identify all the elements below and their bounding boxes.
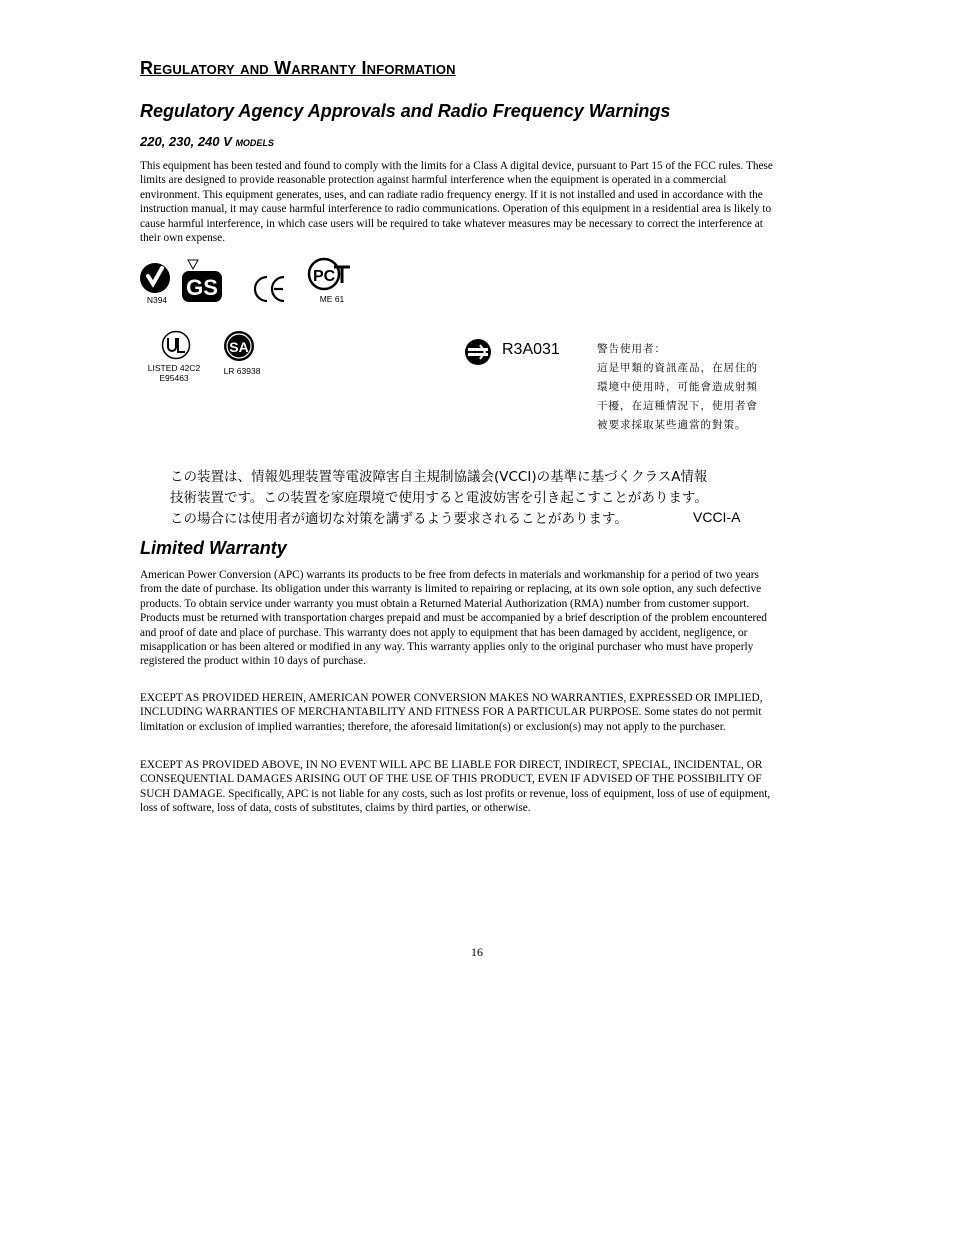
- bsmi-warning-line2: 這是甲類的資訊產品，在居住的: [597, 362, 758, 374]
- fcc-statement: This equipment has been tested and found to comply with the limits for a Class A digital device, pursuant to Part 15 of the FCC rules. These limits are designed to provide reasonable protection against harmful interference when the equipment is operated in a commercial environment. This equipment generates, uses, and can radiate radio frequency energy. If it is not installed and used in accordance with the instruction manual, it may cause harmful interference to radio communications. Operation of this equipment in a residential area is likely to cause harmful interference, in which case users will be required to take whatever measures may be necessary to correct the interference at their own expense.: [140, 160, 773, 245]
- warranty-paragraph-1: American Power Conversion (APC) warrants its products to be free from defects in materials and workmanship for a period of two years from the date of purchase. Its obligation under this warranty is limited to repairing or replacing, at its own sole option, any such defective products. To obtain service under warranty you must obtain a Returned Material Authorization (RMA) number from customer support. Products must be returned with transportation charges prepaid and must be accompanied by a brief description of the problem encountered and proof of date and place of purchase. This warranty does not apply to equipment that has been damaged by accident, negligence, or misapplication or has been altered or modified in any way. This warranty applies only to the original purchaser who must have properly registered the product within 10 days of purchase.: [140, 569, 767, 668]
- bsmi-mark-icon: [463, 338, 493, 366]
- bsmi-warning-line5: 被要求採取某些適當的對策。: [597, 419, 747, 431]
- models-label: models: [235, 134, 274, 149]
- vcci-class-mark: VCCI-A: [693, 509, 741, 525]
- bsmi-warning-line4: 干擾，在這種情況下，使用者會: [597, 400, 758, 412]
- gs-mark-icon: [179, 258, 225, 304]
- svg-text:GS: GS: [186, 275, 218, 300]
- vcci-statement-line2: 技術装置です。この装置を家庭環境で使用すると電波妨害を引き起こすことがあります。: [170, 490, 708, 506]
- vcci-statement-line3: この場合には使用者が適切な対策を講ずるよう要求されることがあります。: [170, 511, 628, 527]
- svg-text:PC: PC: [313, 268, 336, 285]
- models-subheading: [140, 134, 274, 149]
- ce-mark-icon: [253, 274, 287, 304]
- ul-caption-line1: LISTED 42C2: [147, 363, 201, 373]
- warranty-paragraph-2: EXCEPT AS PROVIDED HEREIN, AMERICAN POWER CONVERSION MAKES NO WARRANTIES, EXPRESSED OR IMPLIED, INCLUDING WARRANTIES OF MERCHANTABILITY AND FITNESS FOR A PARTICULAR PURPOSE. Some states do not permit limitation or exclusion of implied warranties; therefore, the aforesaid limitation(s) or exclusion(s) may not apply to the purchaser.: [140, 692, 763, 733]
- csa-mark-icon: [223, 330, 255, 362]
- csa-caption: LR 63938: [223, 366, 261, 376]
- warranty-paragraph-3: EXCEPT AS PROVIDED ABOVE, IN NO EVENT WILL APC BE LIABLE FOR DIRECT, INDIRECT, SPECIAL, INCIDENTAL, OR CONSEQUENTIAL DAMAGES ARISING OUT OF THE USE OF THIS PRODUCT, EVEN IF ADVISED OF THE POSSIBILITY OF SUCH DAMAGE. Specifically, APC is not liable for any costs, such as lost profits or revenue, loss of equipment, loss of use of equipment, loss of software, loss of data, costs of substitutes, claims by third parties, or otherwise.: [140, 759, 771, 815]
- c-tick-icon: [139, 262, 171, 294]
- vcci-statement-line1: この装置は、情報処理装置等電波障害自主規制協議会(VCCI)の基準に基づくクラスA情報: [170, 469, 708, 485]
- pct-mark-icon: [304, 257, 352, 291]
- bsmi-code: R3A031: [502, 341, 560, 358]
- ul-listed-icon: [161, 330, 191, 360]
- models-voltages: 220, 230, 240 V: [140, 134, 232, 149]
- page-number: 16: [471, 945, 483, 959]
- c-tick-caption: N394: [146, 295, 168, 305]
- svg-text:SA: SA: [229, 339, 249, 355]
- ul-caption-line2: E95463: [159, 373, 189, 383]
- bsmi-warning-line1: 警告使用者：: [597, 343, 666, 355]
- pct-caption: ME 61: [319, 294, 345, 304]
- bsmi-warning-line3: 環境中使用時，可能會造成射頻: [597, 381, 758, 393]
- page-heading: Regulatory and Warranty Information: [140, 58, 456, 78]
- warranty-section-title: Limited Warranty: [140, 538, 287, 558]
- regulatory-section-title: Regulatory Agency Approvals and Radio Frequency Warnings: [140, 101, 671, 121]
